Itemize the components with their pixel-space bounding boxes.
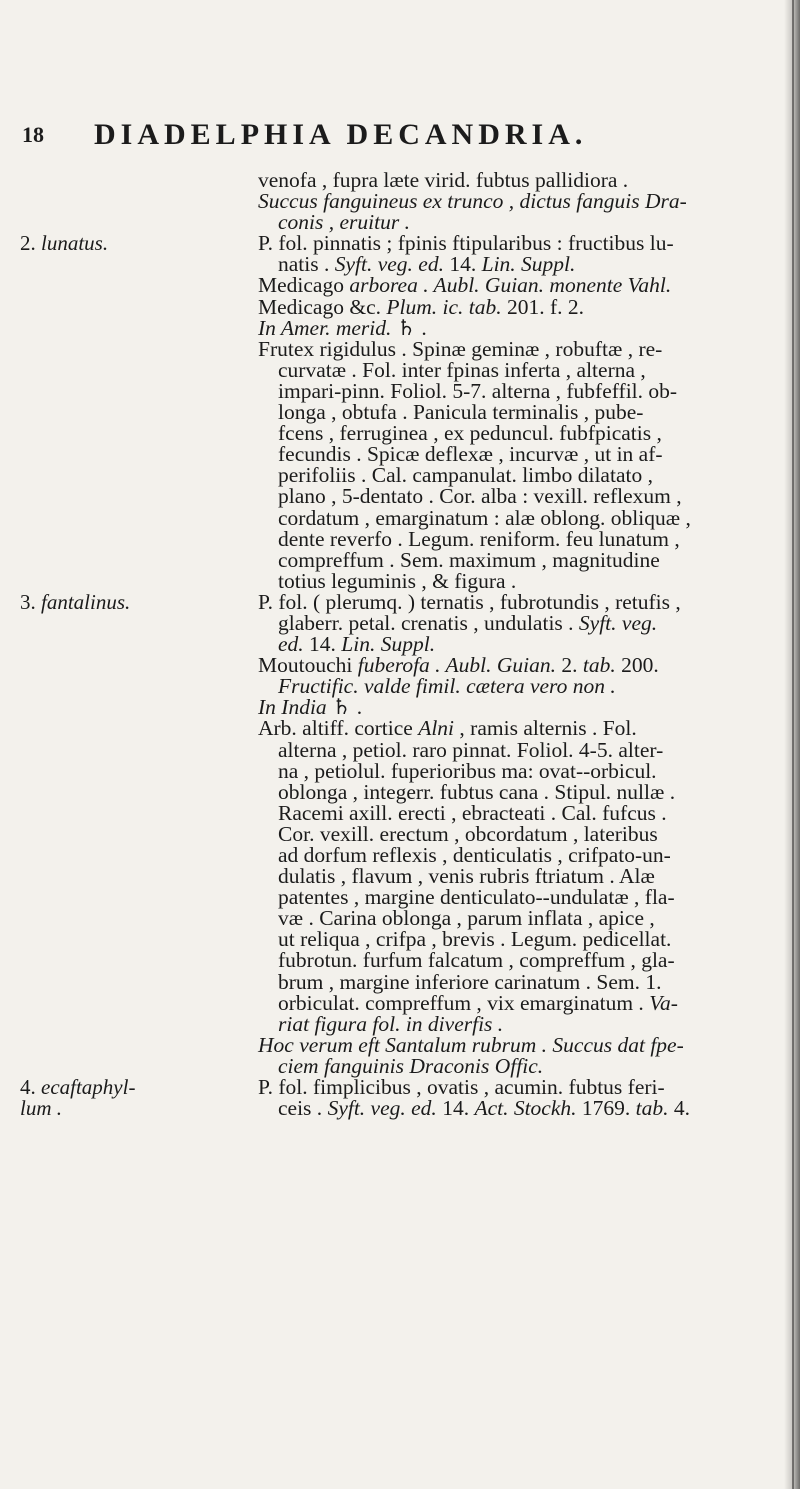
text-line <box>0 737 800 762</box>
text-segment: 14. <box>436 1096 475 1121</box>
text-segment: alterna , petiol. raro pinnat. Foliol. 4-5. alter- <box>278 737 664 762</box>
text-segment: 200. <box>615 653 659 678</box>
species-label <box>20 1096 62 1121</box>
text-line <box>0 442 800 467</box>
italic-segment: ed. <box>278 632 304 657</box>
text-block <box>0 168 800 1121</box>
text-segment: 4. <box>668 1096 691 1121</box>
species-epithet: lunatus. <box>41 231 109 256</box>
text-segment: væ . Carina oblonga , parum inflata , apice , <box>278 906 655 931</box>
text-line <box>0 526 800 551</box>
text-line <box>0 843 800 867</box>
text-line <box>0 484 800 509</box>
text-segment: ♄ . <box>326 695 363 720</box>
italic-segment: Syft. veg. ed. <box>334 252 444 277</box>
text-line <box>0 421 800 446</box>
text-segment: glaberr. petal. crenatis , undulatis . <box>278 610 579 635</box>
italic-segment: Va- <box>649 990 678 1015</box>
italic-segment: tab. <box>635 1096 669 1121</box>
text-segment: orbiculat. compreffum , vix emarginatum . <box>278 990 650 1015</box>
text-segment: totius leguminis , & figura . <box>278 568 517 593</box>
text-segment: fecundis . Spicæ deflexæ , incurvæ , ut in af- <box>278 442 663 467</box>
text-segment: Cor. vexill. erectum , obcordatum , lateribus <box>278 821 658 846</box>
text-line <box>0 610 800 635</box>
species-number: 2. <box>20 231 41 256</box>
text-line <box>0 168 800 192</box>
species-epithet: lum . <box>20 1096 62 1121</box>
italic-segment: Syft. veg. <box>578 610 658 635</box>
text-segment: 14. <box>443 252 482 277</box>
text-line <box>0 568 800 593</box>
text-line <box>0 210 800 235</box>
text-segment: cordatum , emarginatum : alæ oblong. obliquæ , <box>278 505 691 530</box>
text-segment: ut reliqua , crifpa , brevis . Legum. pedicellat. <box>278 927 672 952</box>
text-segment: 2. <box>556 653 583 678</box>
species-epithet: ecaftaphyl- <box>41 1075 136 1100</box>
page-number: 18 <box>22 122 44 147</box>
italic-segment: Fructific. valde fimil. cætera vero non . <box>278 674 616 699</box>
text-line <box>0 716 800 741</box>
text-line <box>0 758 800 783</box>
italic-segment: Alni <box>418 716 455 741</box>
text-segment: 1769. <box>576 1096 636 1121</box>
text-line <box>0 378 800 403</box>
text-segment: venofa , fupra læte virid. fubtus pallidiora . <box>258 168 629 192</box>
text-line <box>0 357 800 382</box>
species-number: 3. <box>20 589 41 614</box>
text-line <box>0 1032 800 1057</box>
text-line <box>0 948 800 973</box>
text-line <box>0 189 800 214</box>
text-line <box>0 1075 800 1100</box>
text-line <box>0 294 800 319</box>
text-segment: perifoliis . Cal. campanulat. limbo dilatato , <box>278 463 653 488</box>
text-segment: dulatis , flavum , venis rubris ftriatum . Alæ <box>278 864 655 889</box>
italic-segment: Lin. Suppl. <box>481 252 576 277</box>
italic-segment: Hoc verum eft Santalum rubrum . Succus dat fpe- <box>258 1032 684 1057</box>
text-segment: brum , margine inferiore carinatum . Sem. 1. <box>278 969 662 994</box>
text-segment: Frutex rigidulus . Spinæ geminæ , robuftæ , re- <box>258 336 663 361</box>
text-segment: P. fol. pinnatis ; fpinis ftipularibus : fructibus lu- <box>258 231 674 256</box>
text-line <box>0 821 800 846</box>
text-segment: Medicago <box>258 273 350 298</box>
text-segment: fcens , ferruginea , ex peduncul. fubfpicatis , <box>278 421 662 446</box>
text-line <box>0 653 800 678</box>
text-line <box>0 674 800 699</box>
italic-segment: tab. <box>582 653 616 678</box>
text-line <box>0 695 800 720</box>
text-segment: Arb. altiff. cortice <box>258 716 419 741</box>
italic-segment: In India <box>258 695 327 720</box>
italic-segment: Act. Stockh. <box>474 1096 577 1121</box>
text-segment: plano , 5-dentato . Cor. alba : vexill. reflexum , <box>278 484 682 509</box>
text-segment: ad dorfum reflexis , denticulatis , crifpato-un- <box>278 843 671 867</box>
text-line <box>0 864 800 889</box>
page-title: DIADELPHIA DECANDRIA. <box>94 118 588 151</box>
text-segment: oblonga , integerr. fubtus cana . Stipul. nullæ . <box>278 779 676 804</box>
text-line <box>0 463 800 488</box>
italic-segment: fuberofa . Aubl. Guian. <box>357 653 557 678</box>
text-line <box>0 231 800 256</box>
italic-segment: conis , eruitur . <box>278 210 410 235</box>
text-line <box>0 1096 800 1121</box>
text-segment: Racemi axill. erecti , ebracteati . Cal. fufcus . <box>278 800 667 825</box>
page-edge <box>792 0 794 1489</box>
species-epithet: fantalinus. <box>41 589 131 614</box>
text-line <box>0 632 800 657</box>
text-segment: P. fol. fimplicibus , ovatis , acumin. fubtus feri- <box>258 1075 665 1100</box>
text-line <box>0 505 800 530</box>
text-line <box>0 589 800 614</box>
text-line <box>0 927 800 952</box>
species-number: 4. <box>20 1075 41 1100</box>
text-line <box>0 1053 800 1078</box>
text-segment: na , petiolul. fuperioribus ma: ovat--orbicul. <box>278 758 657 783</box>
italic-segment: Succus fanguineus ex trunco , dictus fanguis Dra- <box>258 189 687 214</box>
text-segment: natis . <box>278 252 335 277</box>
text-segment: P. fol. ( plerumq. ) ternatis , fubrotundis , retufis , <box>258 589 681 614</box>
text-segment: ♄ . <box>391 315 427 340</box>
text-segment: patentes , margine denticulato--undulatæ , fla- <box>278 885 675 910</box>
text-segment: fubrotun. furfum falcatum , compreffum , gla- <box>278 948 675 973</box>
text-line <box>0 336 800 361</box>
text-segment: 201. f. 2. <box>501 294 585 319</box>
italic-segment: In Amer. merid. <box>258 315 392 340</box>
running-header <box>22 118 782 154</box>
italic-segment: Lin. Suppl. <box>341 632 436 657</box>
text-segment: 14. <box>303 632 342 657</box>
text-line <box>0 800 800 825</box>
text-segment: longa , obtufa . Panicula terminalis , pube- <box>278 400 644 425</box>
text-line <box>0 779 800 804</box>
italic-segment: ciem fanguinis Draconis Offic. <box>278 1053 544 1078</box>
text-line <box>0 252 800 277</box>
text-line <box>0 1011 800 1036</box>
text-line <box>0 969 800 994</box>
italic-segment: arborea . Aubl. Guian. monente Vahl. <box>349 273 672 298</box>
text-segment: ceis . <box>278 1096 328 1121</box>
text-line <box>0 885 800 910</box>
text-segment: , ramis alternis . Fol. <box>454 716 637 741</box>
italic-segment: riat figura fol. in diverfis . <box>278 1011 504 1036</box>
text-segment: impari-pinn. Foliol. 5-7. alterna , fubfeffil. ob- <box>278 378 678 403</box>
text-line <box>0 400 800 425</box>
line-text <box>278 1096 690 1121</box>
italic-segment: Plum. ic. tab. <box>386 294 502 319</box>
text-line <box>0 547 800 572</box>
italic-segment: Syft. veg. ed. <box>327 1096 437 1121</box>
text-line <box>0 990 800 1015</box>
text-segment: Moutouchi <box>258 653 358 678</box>
text-segment: curvatæ . Fol. inter fpinas inferta , alterna , <box>278 357 646 382</box>
text-line <box>0 315 800 340</box>
text-line <box>0 906 800 931</box>
text-line <box>0 273 800 298</box>
text-segment: Medicago &c. <box>258 294 387 319</box>
text-segment: compreffum . Sem. maximum , magnitudine <box>278 547 660 572</box>
text-segment: dente reverfo . Legum. reniform. feu lunatum , <box>278 526 680 551</box>
